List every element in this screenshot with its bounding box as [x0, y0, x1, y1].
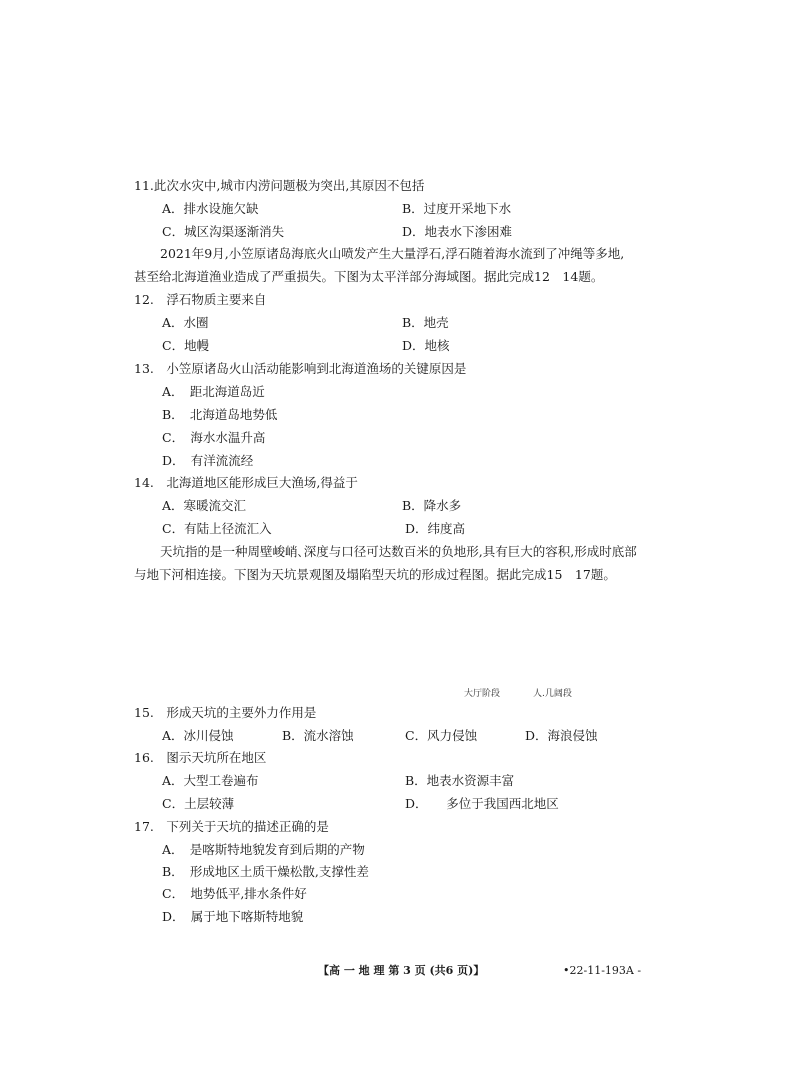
- question-12-option-b: B．地壳: [402, 315, 449, 330]
- question-16-stem: 16. 图示天坑所在地区: [134, 750, 267, 765]
- figure-label-second-stage: 人.几阔段: [533, 689, 572, 699]
- question-11-option-d: D．地表水下渗困难: [402, 224, 513, 239]
- question-15-option-b: B．流水溶蚀: [282, 728, 354, 743]
- question-13-option-b: B． 北海道岛地势低: [162, 407, 278, 422]
- question-17-option-c: C． 地势低平,排水条件好: [162, 886, 307, 901]
- question-16-option-c: C．土层较薄: [162, 796, 235, 811]
- question-17-option-d: D． 属于地下喀斯特地貌: [162, 909, 304, 924]
- question-12-option-c: C．地幔: [162, 338, 210, 353]
- question-17-option-a: A． 是喀斯特地貌发育到后期的产物: [162, 842, 365, 857]
- question-15-option-a: A．冰川侵蚀: [162, 728, 234, 743]
- question-14-option-d: D．纬度高: [405, 521, 466, 536]
- passage-1-line-1: 2021年9月,小笠原诸岛海底火山喷发产生大量浮石,浮石随着海水流到了冲绳等多地,: [160, 246, 625, 261]
- question-17-stem: 17. 下列关于天坑的描述正确的是: [134, 819, 329, 834]
- question-11-option-c: C．城区沟渠逐渐消失: [162, 224, 285, 239]
- passage-2-line-2: 与地下河相连接。下图为天坑景观图及塌陷型天坑的形成过程图。据此完成15 17题。: [134, 567, 616, 582]
- question-12-option-a: A．水圈: [162, 315, 209, 330]
- question-11-stem: 11.此次水灾中,城市内涝问题极为突出,其原因不包括: [134, 178, 425, 193]
- question-14-option-c: C．有陆上径流汇入: [162, 521, 272, 536]
- question-14-stem: 14. 北海道地区能形成巨大渔场,得益于: [134, 475, 358, 490]
- question-15-option-c: C．风力侵蚀: [405, 728, 478, 743]
- question-11-option-b: B．过度开采地下水: [402, 201, 512, 216]
- question-13-stem: 13. 小笠原诸岛火山活动能影响到北海道渔场的关键原因是: [134, 361, 467, 376]
- question-16-option-a: A．大型工卷遍布: [162, 773, 259, 788]
- figure-label-hall-stage: 大厅阶段: [464, 689, 501, 699]
- question-11-option-a: A．排水设施欠缺: [162, 201, 259, 216]
- question-13-option-d: D． 有洋流流经: [162, 453, 254, 468]
- question-15-option-d: D．海浪侵蚀: [525, 728, 598, 743]
- question-13-option-a: A． 距北海道岛近: [162, 384, 265, 399]
- question-16-option-b: B．地表水资源丰富: [405, 773, 515, 788]
- question-13-option-c: C． 海水水温升高: [162, 430, 266, 445]
- question-12-stem: 12. 浮石物质主要来自: [134, 292, 267, 307]
- page-footer-label: 【高 一 地 理 第 3 页 (共6 页)】: [318, 964, 485, 977]
- question-14-option-b: B．降水多: [402, 498, 462, 513]
- question-15-stem: 15. 形成天坑的主要外力作用是: [134, 705, 317, 720]
- passage-1-line-2: 甚至给北海道渔业造成了严重损失。下图为太平洋部分海域图。据此完成12 14题。: [134, 269, 604, 284]
- question-14-option-a: A．寒暖流交汇: [162, 498, 247, 513]
- passage-2-line-1: 天坑指的是一种周壁峻峭､深度与口径可达数百米的负地形,具有巨大的容积,形成时底部: [160, 544, 637, 559]
- page-footer-code: •22-11-193A -: [563, 964, 642, 977]
- question-12-option-d: D．地核: [402, 338, 450, 353]
- question-17-option-b: B． 形成地区土质干燥松散,支撑性差: [162, 864, 369, 879]
- question-16-option-d: D． 多位于我国西北地区: [405, 796, 559, 811]
